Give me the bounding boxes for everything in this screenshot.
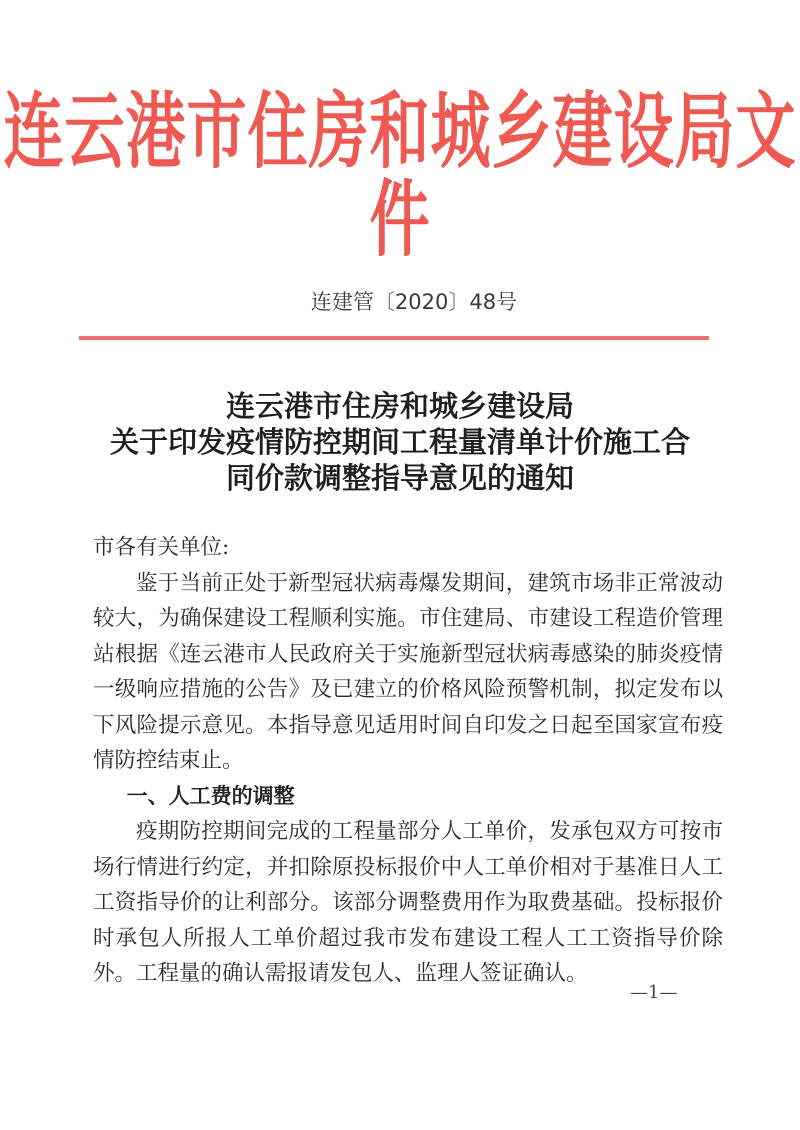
section-paragraph: 疫期防控期间完成的工程量部分人工单价，发承包双方可按市场行情进行约定，并扣除原投标报价中人工单价相对于基准日人工工资指导价的让利部分。该部分调整费用作为取费基础。投标报价时承包人所报人工单价超过我市发布建设工程人工工资指导价除外。工程量的确认需报请发包人、监理人签证确认。 (93, 819, 723, 986)
document-body (93, 530, 723, 992)
title-line-1: 连云港市住房和城乡建设局 (225, 389, 574, 423)
masthead-title: 连云港市住房和城乡建设局文件 (3, 83, 797, 269)
intro-paragraph: 鉴于当前正处于新型冠状病毒爆发期间，建筑市场非正常波动较大，为确保建设工程顺利实施。市住建局、市建设工程造价管理站根据《连云港市人民政府关于实施新型冠状病毒感染的肺炎疫情一级响应措施的公告》及已建立的价格风险预警机制，拟定发布以下风险提示意见。本指导意见适用时间自印发之日起至国家宣布疫情防控结束止。 (93, 570, 723, 773)
page-number: —1— (630, 982, 678, 1003)
salutation: 市各有关单位: (93, 535, 230, 560)
section-heading: 一、人工费的调整 (126, 783, 295, 808)
title-line-2: 关于印发疫情防控期间工程量清单计价施工合 (109, 425, 690, 459)
red-divider-line (79, 336, 709, 340)
document-title (0, 388, 800, 496)
document-number: 连建管〔2020〕48号 (310, 290, 518, 314)
title-line-3: 同价款调整指导意见的通知 (225, 461, 574, 495)
